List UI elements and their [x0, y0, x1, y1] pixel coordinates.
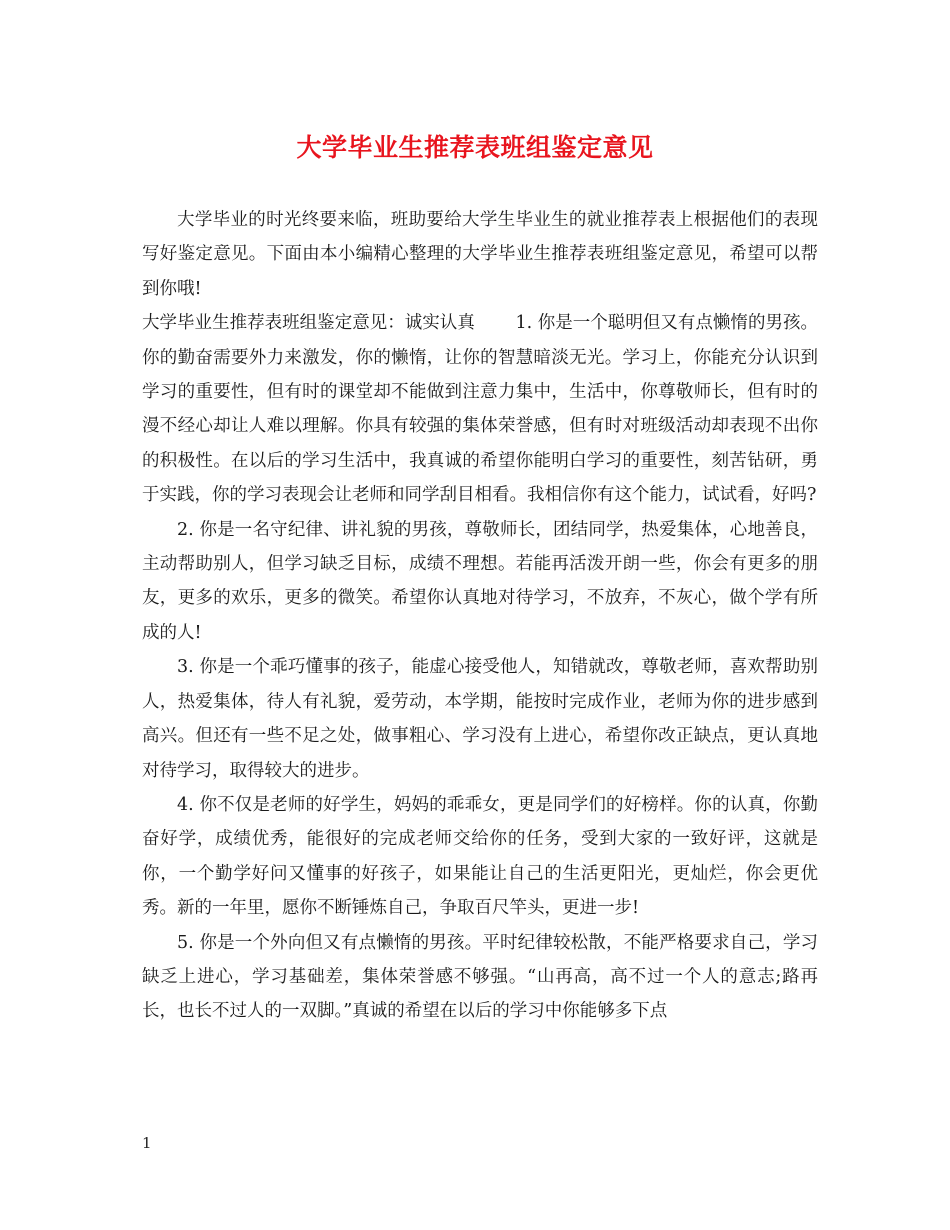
comment-paragraph-4: 4. 你不仅是老师的好学生，妈妈的乖乖女，更是同学们的好榜样。你的认真，你勤奋好学，成绩优秀，能很好的完成老师交给你的任务，受到大家的一致好评，这就是你，一个勤学好问又懂事的好孩子，如果能让自己的生活更阳光，更灿烂，你会更优秀。新的一年里，愿你不断锤炼自己，争取百尺竿头，更进一步! [142, 794, 818, 919]
section-heading-paragraph: 大学毕业生推荐表班组鉴定意见：诚实认真 1. 你是一个聪明但又有点懒惰的男孩。你的勤奋需要外力来激发，你的懒惰，让你的智慧暗淡无光。学习上，你能充分认识到学习的重要性，但有时的课堂却不能做到注意力集中，生活中，你尊敬师长，但有时的漫不经心却让人难以理解。你具有较强的集体荣誉感，但有时对班级活动却表现不出你的积极性。在以后的学习生活中，我真诚的希望你能明白学习的重要性，刻苦钻研，勇于实践，你的学习表现会让老师和同学刮目相看。我相信你有这个能力，试试看，好吗? [142, 313, 818, 506]
comment-paragraph-3: 3. 你是一个乖巧懂事的孩子，能虚心接受他人，知错就改，尊敬老师，喜欢帮助别人，热爱集体，待人有礼貌，爱劳动，本学期，能按时完成作业，老师为你的进步感到高兴。但还有一些不足之处，做事粗心、学习没有上进心，希望你改正缺点，更认真地对待学习，取得较大的进步。 [142, 657, 818, 781]
comment-paragraph-2: 2. 你是一名守纪律、讲礼貌的男孩，尊敬师长，团结同学，热爱集体，心地善良，主动帮助别人，但学习缺乏目标，成绩不理想。若能再活泼开朗一些，你会有更多的朋友，更多的欢乐，更多的微笑。希望你认真地对待学习，不放弃，不灰心，做个学有所成的人! [142, 519, 818, 643]
document-body [142, 203, 818, 1029]
intro-paragraph: 大学毕业的时光终要来临，班助要给大学生毕业生的就业推荐表上根据他们的表现写好鉴定意见。下面由本小编精心整理的大学毕业生推荐表班组鉴定意见，希望可以帮到你哦! [142, 210, 818, 299]
page-number: 1 [142, 1134, 152, 1152]
document-title: 大学毕业生推荐表班组鉴定意见 [296, 133, 654, 162]
comment-paragraph-5: 5. 你是一个外向但又有点懒惰的男孩。平时纪律较松散，不能严格要求自己，学习缺乏上进心，学习基础差，集体荣誉感不够强。“山再高，高不过一个人的意志;路再长，也长不过人的一双脚。”真诚的希望在以后的学习中你能够多下点 [142, 932, 818, 1022]
